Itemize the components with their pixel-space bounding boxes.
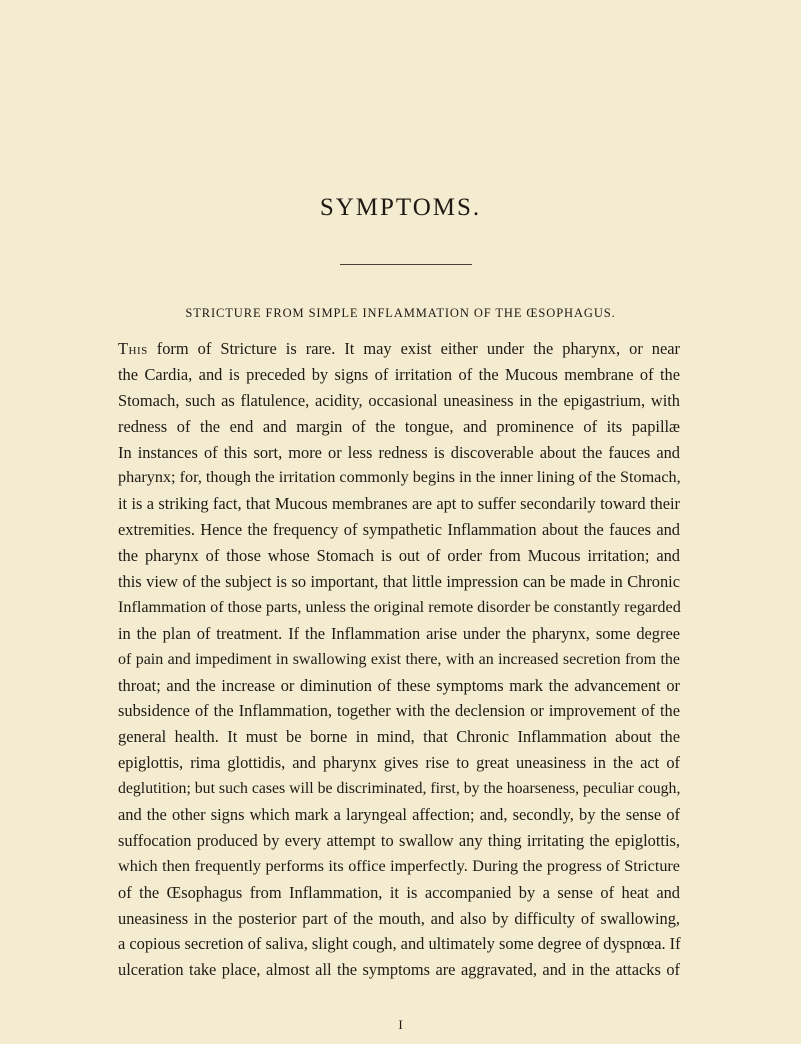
text-line: pharynx; for, though the irritation commonly begins in the inner lining of the Stomach, [118,468,681,487]
text-line: Inflammation of those parts, unless the original remote disorder be constantly regarded [118,597,681,616]
text-line: of pain and impediment in swallowing exist there, with an increased secretion from the [118,650,680,668]
text-line: it is a striking fact, that Mucous membranes are apt to suffer secondarily toward their [118,494,680,514]
text-line: epiglottis, rima glottidis, and pharynx gives rise to great uneasiness in the act of [118,753,680,773]
text-line: general health. It must be borne in mind, that Chronic Inflammation about the [118,727,680,747]
text-line-rest: form of Stricture is rare. It may exist either under the pharynx, or near [147,339,680,358]
text-line: extremities. Hence the frequency of sympathetic Inflammation about the fauces and [118,520,680,540]
text-line: Stomach, such as flatulence, acidity, occasional uneasiness in the epigastrium, with [118,390,680,410]
page-title: SYMPTOMS. [319,194,482,221]
text-line: suffocation produced by every attempt to swallow any thing irritating the epiglottis, [118,830,680,850]
text-line: ulceration take place, almost all the symptoms are aggravated, and in the attacks of [118,960,680,980]
text-line: which then frequently performs its office imperfectly. During the progress of Stricture [118,856,680,875]
text-line: deglutition; but such cases will be discriminated, first, by the hoarseness, peculiar cough, [118,780,681,798]
text-line: throat; and the increase or diminution of these symptoms mark the advancement or [118,675,680,695]
text-line [118,336,680,362]
section-heading: STRICTURE FROM SIMPLE INFLAMMATION OF THE ŒSOPHAGUS. [185,306,616,320]
signature-mark: I [398,1017,403,1032]
text-line: in the plan of treatment. If the Inflammation arise under the pharynx, some degree [118,623,680,643]
text-line: uneasiness in the posterior part of the mouth, and also by difficulty of swallowing, [118,908,680,928]
text-line: In instances of this sort, more or less redness is discoverable about the fauces and [118,442,680,462]
drop-word: This [118,339,148,358]
text-line: of the Œsophagus from Inflammation, it is accompanied by a sense of heat and [118,882,680,902]
text-line: a copious secretion of saliva, slight cough, and ultimately some degree of dyspnœa. If [118,934,681,954]
text-line: the pharynx of those whose Stomach is out of order from Mucous irritation; and [118,546,680,566]
text-line: the Cardia, and is preceded by signs of irritation of the Mucous membrane of the [118,364,680,384]
text-line: subsidence of the Inflammation, together with the declension or improvement of the [118,701,680,721]
body-paragraph [118,336,680,983]
text-line: and the other signs which mark a laryngeal affection; and, secondly, by the sense of [118,805,680,825]
title-rule [340,264,472,265]
text-line: this view of the subject is so important, that little impression can be made in Chronic [118,572,680,592]
text-line: redness of the end and margin of the tongue, and prominence of its papillæ [118,416,680,436]
